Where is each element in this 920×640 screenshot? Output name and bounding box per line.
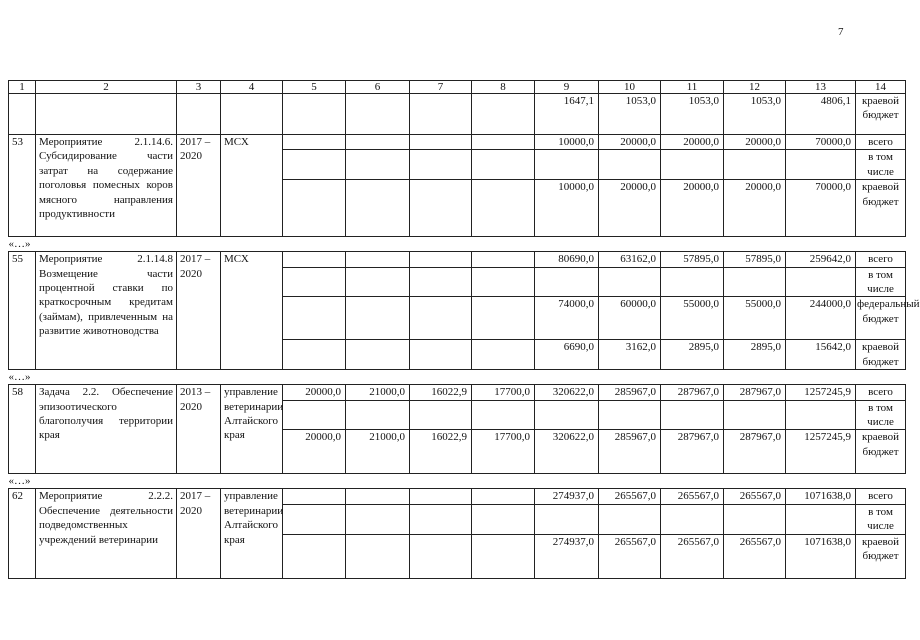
value-cell: 1257245,9 [786, 385, 856, 400]
measure-name: Мероприятие 2.2.2. Обеспечение деятельности подведомственных учреждений ветеринарии [36, 489, 177, 578]
value-cell: 285967,0 [599, 430, 661, 474]
value-cell: 16022,9 [410, 430, 472, 474]
value-cell: 20000,0 [283, 430, 346, 474]
table-row [9, 94, 906, 135]
value-cell: 320622,0 [535, 430, 599, 474]
value-cell: 287967,0 [661, 430, 724, 474]
executor: МСХ [221, 252, 283, 370]
funding-source: федеральный бюджет [856, 297, 906, 340]
program-table [8, 80, 920, 579]
value-cell: 2895,0 [661, 340, 724, 370]
value-cell: 57895,0 [661, 252, 724, 267]
omitted-rows: «…» [9, 237, 906, 252]
value-cell: 21000,0 [346, 385, 410, 400]
period: 2017 – 2020 [177, 135, 221, 237]
value-cell: 20000,0 [283, 385, 346, 400]
executor: управление ветеринарии Алтайского края [221, 385, 283, 474]
funding-source: всего [856, 489, 906, 504]
funding-source: всего [856, 385, 906, 400]
value-cell: 10000,0 [535, 180, 599, 237]
value-cell: 259642,0 [786, 252, 856, 267]
table-row [9, 385, 906, 400]
value-cell: 21000,0 [346, 430, 410, 474]
column-number: 9 [535, 81, 599, 94]
value-cell: 6690,0 [535, 340, 599, 370]
period: 2017 – 2020 [177, 489, 221, 578]
row-number: 58 [9, 385, 36, 474]
column-number: 7 [410, 81, 472, 94]
value-cell: 287967,0 [724, 430, 786, 474]
value-cell: 17700,0 [472, 385, 535, 400]
value-cell: 287967,0 [661, 385, 724, 400]
column-number: 11 [661, 81, 724, 94]
column-number: 4 [221, 81, 283, 94]
value-cell: 1053,0 [661, 94, 724, 135]
executor: МСХ [221, 135, 283, 237]
column-number: 13 [786, 81, 856, 94]
page-number: 7 [838, 26, 844, 38]
value-cell: 55000,0 [661, 297, 724, 340]
value-cell: 16022,9 [410, 385, 472, 400]
measure-name: Мероприятие 2.1.14.6. Субсидирование части затрат на содержание поголовья помесных коров мясного направления продуктивности [36, 135, 177, 237]
value-cell: 274937,0 [535, 489, 599, 504]
table-row [9, 370, 906, 385]
value-cell: 20000,0 [661, 135, 724, 150]
table-row [9, 237, 906, 252]
funding-source: всего [856, 252, 906, 267]
measure-name: Задача 2.2. Обеспечение эпизоотического благополучия территории края [36, 385, 177, 474]
measure-name: Мероприятие 2.1.14.8 Возмещение части процентной ставки по краткосрочным кредитам (займам), привлеченным на развитие животноводства [36, 252, 177, 370]
value-cell: 57895,0 [724, 252, 786, 267]
value-cell: 70000,0 [786, 180, 856, 237]
value-cell: 265567,0 [599, 534, 661, 578]
column-number: 8 [472, 81, 535, 94]
table-row [9, 489, 906, 504]
funding-source: в том числе [856, 504, 906, 534]
executor: управление ветеринарии Алтайского края [221, 489, 283, 578]
value-cell: 265567,0 [724, 489, 786, 504]
value-cell: 20000,0 [724, 180, 786, 237]
value-cell: 20000,0 [599, 135, 661, 150]
value-cell: 265567,0 [599, 489, 661, 504]
funding-source: краевой бюджет [856, 430, 906, 474]
column-number: 3 [177, 81, 221, 94]
value-cell: 1071638,0 [786, 534, 856, 578]
value-cell: 60000,0 [599, 297, 661, 340]
table-row [9, 135, 906, 150]
column-number: 2 [36, 81, 177, 94]
value-cell: 10000,0 [535, 135, 599, 150]
value-cell: 20000,0 [661, 180, 724, 237]
value-cell: 320622,0 [535, 385, 599, 400]
column-number: 6 [346, 81, 410, 94]
funding-source: в том числе [856, 150, 906, 180]
funding-source: краевой бюджет [856, 180, 906, 237]
value-cell: 20000,0 [599, 180, 661, 237]
value-cell: 285967,0 [599, 385, 661, 400]
value-cell: 3162,0 [599, 340, 661, 370]
column-number: 10 [599, 81, 661, 94]
funding-source: краевой бюджет [856, 94, 906, 135]
column-number: 12 [724, 81, 786, 94]
value-cell: 1053,0 [724, 94, 786, 135]
value-cell: 70000,0 [786, 135, 856, 150]
value-cell: 80690,0 [535, 252, 599, 267]
row-number: 62 [9, 489, 36, 578]
value-cell: 287967,0 [724, 385, 786, 400]
value-cell: 1647,1 [535, 94, 599, 135]
row-number: 53 [9, 135, 36, 237]
value-cell: 244000,0 [786, 297, 856, 340]
value-cell: 1257245,9 [786, 430, 856, 474]
value-cell: 274937,0 [535, 534, 599, 578]
table-row [9, 474, 906, 489]
value-cell: 15642,0 [786, 340, 856, 370]
funding-source: всего [856, 135, 906, 150]
period: 2017 – 2020 [177, 252, 221, 370]
value-cell: 1053,0 [599, 94, 661, 135]
column-number: 5 [283, 81, 346, 94]
column-number-row [9, 81, 906, 94]
value-cell: 265567,0 [661, 534, 724, 578]
period: 2013 – 2020 [177, 385, 221, 474]
funding-source: краевой бюджет [856, 340, 906, 370]
value-cell: 4806,1 [786, 94, 856, 135]
value-cell: 20000,0 [724, 135, 786, 150]
column-number: 1 [9, 81, 36, 94]
value-cell: 2895,0 [724, 340, 786, 370]
value-cell: 74000,0 [535, 297, 599, 340]
value-cell: 17700,0 [472, 430, 535, 474]
column-number: 14 [856, 81, 906, 94]
funding-source: в том числе [856, 400, 906, 430]
value-cell: 265567,0 [661, 489, 724, 504]
omitted-rows: «…» [9, 474, 906, 489]
row-number: 55 [9, 252, 36, 370]
omitted-rows: «…» [9, 370, 906, 385]
funding-source: в том числе [856, 267, 906, 297]
table-row [9, 252, 906, 267]
value-cell: 265567,0 [724, 534, 786, 578]
value-cell: 1071638,0 [786, 489, 856, 504]
funding-source: краевой бюджет [856, 534, 906, 578]
value-cell: 55000,0 [724, 297, 786, 340]
value-cell: 63162,0 [599, 252, 661, 267]
